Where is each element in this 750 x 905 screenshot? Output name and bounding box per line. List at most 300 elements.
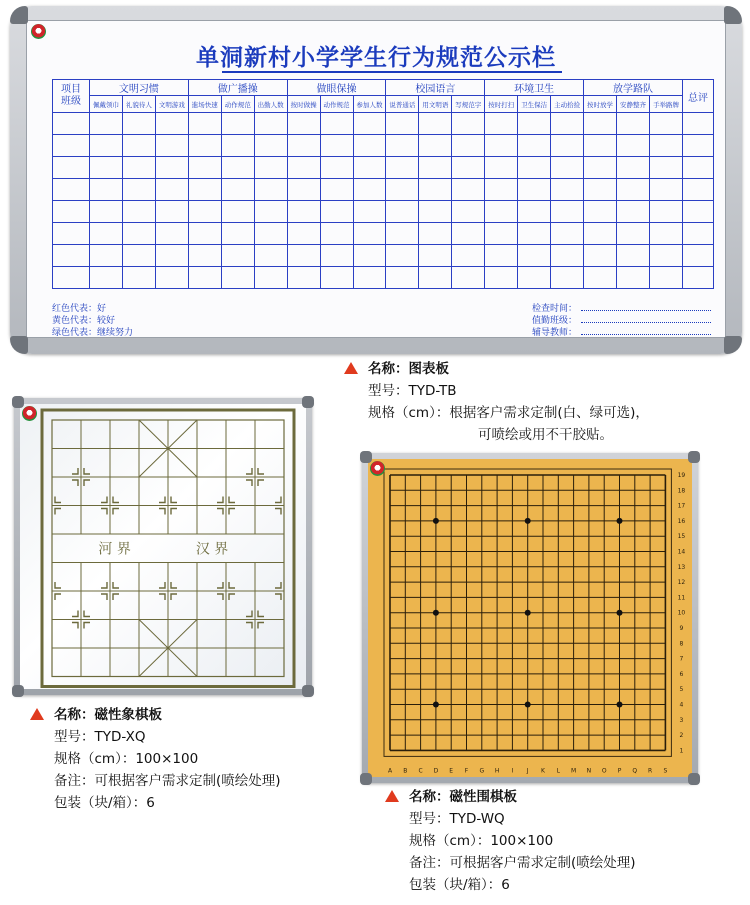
frame-corner [10, 336, 28, 354]
legend-yellow: 黄色代表：较好 [52, 316, 116, 326]
chart-name-row [344, 358, 649, 380]
table-cell[interactable] [90, 157, 123, 179]
table-cell[interactable] [551, 179, 584, 201]
position-marker [72, 611, 78, 617]
behavior-chart-table [52, 79, 714, 289]
row-label: 16 [677, 517, 686, 525]
star-point [617, 702, 623, 708]
table-cell[interactable] [649, 267, 682, 289]
frame-corner [302, 396, 314, 408]
table-cell[interactable] [155, 245, 188, 267]
table-cell[interactable] [221, 267, 254, 289]
go-board [362, 453, 698, 783]
note-text: 备注：可根据客户需求定制(喷绘处理) [54, 773, 281, 789]
table-cell[interactable] [353, 135, 386, 157]
row-label: 1 [679, 747, 684, 755]
table-cell[interactable] [518, 245, 551, 267]
position-marker [217, 509, 223, 515]
table-cell[interactable] [188, 113, 221, 135]
table-cell[interactable] [386, 113, 419, 135]
column-label: O [601, 767, 607, 775]
frame-corner [688, 773, 700, 785]
position-marker [55, 509, 61, 515]
table-cell[interactable] [649, 179, 682, 201]
table-cell[interactable] [287, 135, 320, 157]
table-cell[interactable] [386, 179, 419, 201]
table-cell[interactable] [188, 135, 221, 157]
table-cell[interactable] [320, 135, 353, 157]
table-row [53, 245, 714, 267]
star-point [525, 518, 531, 524]
frame-corner [10, 6, 28, 24]
table-cell[interactable] [53, 201, 90, 223]
item-header: 卫生保洁 [518, 96, 551, 113]
position-marker [171, 497, 177, 503]
chess-board [14, 398, 312, 695]
table-row [53, 267, 714, 289]
table-cell[interactable] [518, 179, 551, 201]
table-cell[interactable] [386, 245, 419, 267]
item-header: 手举路牌 [649, 96, 682, 113]
signoff-teacher-label: 辅导教师： [532, 328, 578, 338]
frame-corner [12, 396, 24, 408]
position-marker [171, 594, 177, 600]
table-cell[interactable] [122, 135, 155, 157]
table-cell[interactable] [452, 113, 485, 135]
table-cell[interactable] [254, 245, 287, 267]
table-cell[interactable] [155, 113, 188, 135]
position-marker [55, 497, 61, 503]
position-marker [55, 594, 61, 600]
table-cell[interactable] [353, 223, 386, 245]
table-cell[interactable] [683, 135, 714, 157]
table-cell[interactable] [518, 223, 551, 245]
table-cell[interactable] [649, 201, 682, 223]
position-marker [217, 497, 223, 503]
frame-corner [360, 773, 372, 785]
table-cell[interactable] [254, 201, 287, 223]
table-cell[interactable] [584, 201, 617, 223]
table-cell[interactable] [485, 201, 518, 223]
table-cell[interactable] [485, 267, 518, 289]
table-cell[interactable] [122, 201, 155, 223]
table-cell[interactable] [584, 135, 617, 157]
position-marker [246, 480, 252, 486]
category-header: 文明习惯 [90, 80, 189, 96]
position-marker [101, 582, 107, 588]
table-cell[interactable] [155, 135, 188, 157]
table-cell[interactable] [155, 179, 188, 201]
position-marker [84, 468, 90, 474]
item-header: 礼貌待人 [122, 96, 155, 113]
legend-red: 红色代表：好 [52, 304, 107, 314]
column-label: P [617, 767, 622, 775]
table-cell[interactable] [419, 157, 452, 179]
row-label: 8 [679, 640, 684, 648]
position-marker [101, 509, 107, 515]
table-cell[interactable] [386, 223, 419, 245]
position-marker [159, 582, 165, 588]
table-cell[interactable] [53, 157, 90, 179]
table-cell[interactable] [353, 113, 386, 135]
table-cell[interactable] [485, 245, 518, 267]
position-marker [101, 497, 107, 503]
table-cell[interactable] [287, 113, 320, 135]
table-cell[interactable] [683, 267, 714, 289]
table-cell[interactable] [353, 267, 386, 289]
table-cell[interactable] [649, 135, 682, 157]
table-cell[interactable] [320, 267, 353, 289]
position-marker [217, 594, 223, 600]
row-label: 5 [679, 686, 684, 694]
table-cell[interactable] [53, 267, 90, 289]
table-cell[interactable] [254, 267, 287, 289]
table-cell[interactable] [287, 223, 320, 245]
table-cell[interactable] [551, 267, 584, 289]
table-cell[interactable] [419, 135, 452, 157]
table-cell[interactable] [617, 113, 650, 135]
position-marker [159, 509, 165, 515]
table-row [53, 113, 714, 135]
table-cell[interactable] [551, 157, 584, 179]
name-label: 名称： [368, 361, 409, 377]
position-marker [72, 468, 78, 474]
chess-board-info [30, 704, 281, 814]
table-cell[interactable] [518, 201, 551, 223]
model-text: 型号：TYD-XQ [54, 729, 146, 745]
position-marker [159, 594, 165, 600]
table-cell[interactable] [617, 135, 650, 157]
table-cell[interactable] [452, 267, 485, 289]
position-marker [258, 623, 264, 629]
table-cell[interactable] [53, 179, 90, 201]
position-marker [217, 582, 223, 588]
table-cell[interactable] [221, 245, 254, 267]
table-cell[interactable] [221, 113, 254, 135]
table-cell[interactable] [122, 179, 155, 201]
table-cell[interactable] [683, 157, 714, 179]
table-cell[interactable] [122, 157, 155, 179]
product-name: 图表板 [408, 361, 449, 377]
table-cell[interactable] [320, 179, 353, 201]
table-cell[interactable] [90, 223, 123, 245]
position-marker [229, 594, 235, 600]
table-cell[interactable] [419, 179, 452, 201]
table-cell[interactable] [122, 267, 155, 289]
row-label: 11 [677, 594, 686, 602]
table-cell[interactable] [617, 179, 650, 201]
table-cell[interactable] [386, 157, 419, 179]
table-cell[interactable] [320, 223, 353, 245]
table-cell[interactable] [122, 113, 155, 135]
column-label: L [556, 767, 560, 775]
position-marker [275, 497, 281, 503]
table-cell[interactable] [287, 201, 320, 223]
table-cell[interactable] [287, 267, 320, 289]
table-cell[interactable] [254, 223, 287, 245]
column-label: I [511, 767, 514, 775]
table-cell[interactable] [419, 245, 452, 267]
table-cell[interactable] [353, 157, 386, 179]
school-logo-icon [22, 406, 37, 421]
arrow-bullet-icon [385, 790, 399, 802]
table-cell[interactable] [53, 113, 90, 135]
table-cell[interactable] [188, 157, 221, 179]
table-cell[interactable] [485, 113, 518, 135]
table-cell[interactable] [53, 223, 90, 245]
item-header: 主动拾捡 [551, 96, 584, 113]
chart-board-title: 单洞新村小学学生行为规范公示栏 [196, 45, 556, 71]
table-cell[interactable] [188, 223, 221, 245]
table-cell[interactable] [254, 157, 287, 179]
table-cell[interactable] [90, 179, 123, 201]
table-cell[interactable] [649, 113, 682, 135]
row-label: 6 [679, 670, 684, 678]
category-header: 校园语言 [386, 80, 485, 96]
table-cell[interactable] [122, 223, 155, 245]
table-cell[interactable] [551, 113, 584, 135]
legend-green: 绿色代表：继续努力 [52, 328, 134, 338]
table-cell[interactable] [287, 245, 320, 267]
table-cell[interactable] [683, 223, 714, 245]
table-cell[interactable] [452, 245, 485, 267]
chess-name-row [30, 704, 281, 726]
item-header: 参加人数 [353, 96, 386, 113]
table-row [53, 157, 714, 179]
category-header: 做眼保操 [287, 80, 386, 96]
table-cell[interactable] [53, 245, 90, 267]
product-name: 磁性围棋板 [449, 789, 517, 805]
row-label: 14 [677, 548, 686, 556]
table-cell[interactable] [452, 135, 485, 157]
table-cell[interactable] [452, 157, 485, 179]
spec-text: 规格（cm）：根据客户需求定制(白、绿可选)， [368, 405, 649, 421]
table-cell[interactable] [221, 201, 254, 223]
table-cell[interactable] [90, 113, 123, 135]
table-cell[interactable] [617, 267, 650, 289]
table-cell[interactable] [254, 179, 287, 201]
table-cell[interactable] [551, 135, 584, 157]
category-header: 做广播操 [188, 80, 287, 96]
table-cell[interactable] [683, 201, 714, 223]
column-label: N [586, 767, 592, 775]
table-cell[interactable] [287, 157, 320, 179]
column-label: F [464, 767, 469, 775]
column-label: J [526, 767, 529, 775]
table-cell[interactable] [188, 267, 221, 289]
table-cell[interactable] [485, 179, 518, 201]
position-marker [246, 611, 252, 617]
table-cell[interactable] [188, 179, 221, 201]
table-cell[interactable] [155, 223, 188, 245]
table-cell[interactable] [155, 267, 188, 289]
table-cell[interactable] [649, 245, 682, 267]
signoff-teacher [532, 325, 711, 338]
river-left-text: 河 界 [98, 541, 131, 558]
row-label: 7 [679, 655, 684, 663]
table-cell[interactable] [386, 201, 419, 223]
table-cell[interactable] [386, 267, 419, 289]
table-cell[interactable] [155, 201, 188, 223]
table-cell[interactable] [419, 113, 452, 135]
table-cell[interactable] [584, 157, 617, 179]
position-marker [275, 509, 281, 515]
column-label: G [479, 767, 485, 775]
row-label: 19 [677, 472, 686, 479]
table-cell[interactable] [188, 245, 221, 267]
item-header: 用文明语 [419, 96, 452, 113]
table-cell[interactable] [584, 113, 617, 135]
table-cell[interactable] [649, 157, 682, 179]
column-label: S [663, 767, 668, 775]
position-marker [113, 509, 119, 515]
table-cell[interactable] [221, 179, 254, 201]
table-cell[interactable] [518, 113, 551, 135]
table-cell[interactable] [122, 245, 155, 267]
table-cell[interactable] [617, 223, 650, 245]
arrow-bullet-icon [30, 708, 44, 720]
table-cell[interactable] [419, 223, 452, 245]
table-cell[interactable] [320, 201, 353, 223]
star-point [525, 610, 531, 616]
table-cell[interactable] [53, 135, 90, 157]
category-header: 放学路队 [584, 80, 683, 96]
table-cell[interactable] [419, 201, 452, 223]
table-cell[interactable] [551, 223, 584, 245]
table-cell[interactable] [221, 135, 254, 157]
position-marker [84, 623, 90, 629]
position-marker [275, 594, 281, 600]
item-header: 文明游戏 [155, 96, 188, 113]
table-cell[interactable] [254, 113, 287, 135]
table-cell[interactable] [551, 201, 584, 223]
table-cell[interactable] [518, 157, 551, 179]
position-marker [113, 582, 119, 588]
title-underline [222, 71, 562, 73]
table-cell[interactable] [485, 135, 518, 157]
row-label: 17 [677, 502, 686, 510]
row-label: 12 [677, 579, 686, 587]
table-cell[interactable] [584, 223, 617, 245]
item-header: 按时放学 [584, 96, 617, 113]
column-label: E [449, 767, 454, 775]
table-cell[interactable] [452, 223, 485, 245]
chess-grid [14, 398, 312, 695]
position-marker [229, 582, 235, 588]
spec-continued: 可喷绘或用不干胶贴。 [478, 427, 613, 443]
table-cell[interactable] [584, 245, 617, 267]
table-cell[interactable] [617, 245, 650, 267]
note-text: 备注：可根据客户需求定制(喷绘处理) [409, 855, 636, 871]
table-cell[interactable] [320, 245, 353, 267]
position-marker [84, 611, 90, 617]
chart-board-info [344, 358, 649, 446]
table-cell[interactable] [221, 157, 254, 179]
table-cell[interactable] [221, 223, 254, 245]
table-cell[interactable] [518, 135, 551, 157]
table-cell[interactable] [90, 201, 123, 223]
table-cell[interactable] [649, 223, 682, 245]
column-label: A [387, 767, 393, 775]
column-label: H [494, 767, 500, 775]
go-name-row [385, 786, 636, 808]
table-cell[interactable] [419, 267, 452, 289]
pack-text: 包装（块/箱）：6 [409, 877, 510, 893]
table-cell[interactable] [683, 179, 714, 201]
table-cell[interactable] [617, 157, 650, 179]
table-cell[interactable] [90, 135, 123, 157]
table-cell[interactable] [485, 223, 518, 245]
name-label: 名称： [54, 707, 95, 723]
frame-corner [724, 6, 742, 24]
table-cell[interactable] [683, 113, 714, 135]
position-marker [113, 497, 119, 503]
position-marker [113, 594, 119, 600]
star-point [433, 518, 439, 524]
spec-text: 规格（cm）：100×100 [54, 751, 199, 767]
item-header: 动作规范 [320, 96, 353, 113]
star-point [525, 702, 531, 708]
table-cell[interactable] [551, 245, 584, 267]
table-cell[interactable] [584, 267, 617, 289]
chart-board-surface [26, 20, 726, 338]
position-marker [72, 480, 78, 486]
table-cell[interactable] [353, 179, 386, 201]
table-cell[interactable] [90, 267, 123, 289]
model-text: 型号：TYD-WQ [409, 811, 505, 827]
name-label: 名称： [409, 789, 450, 805]
frame-corner [360, 451, 372, 463]
school-logo-icon [370, 461, 385, 476]
column-label: B [403, 767, 408, 775]
table-cell[interactable] [353, 245, 386, 267]
table-cell[interactable] [485, 157, 518, 179]
row-label: 3 [679, 716, 684, 724]
row-label: 13 [677, 563, 686, 571]
table-cell[interactable] [386, 135, 419, 157]
frame-corner [12, 685, 24, 697]
position-marker [229, 497, 235, 503]
table-cell[interactable] [155, 157, 188, 179]
item-header: 动作规范 [221, 96, 254, 113]
row-label: 9 [679, 625, 684, 632]
school-logo-icon [31, 24, 46, 39]
table-cell[interactable] [320, 113, 353, 135]
table-cell[interactable] [254, 135, 287, 157]
position-marker [275, 582, 281, 588]
arrow-bullet-icon [344, 362, 358, 374]
table-cell[interactable] [90, 245, 123, 267]
signoff-check-time-label: 检查时间： [532, 304, 578, 314]
item-header: 说普通话 [386, 96, 419, 113]
table-row [53, 201, 714, 223]
row-label: 18 [677, 487, 686, 495]
item-header: 安静整齐 [617, 96, 650, 113]
table-cell[interactable] [617, 201, 650, 223]
table-cell[interactable] [287, 179, 320, 201]
table-cell[interactable] [683, 245, 714, 267]
table-cell[interactable] [452, 201, 485, 223]
spec-text: 规格（cm）：100×100 [409, 833, 554, 849]
table-cell[interactable] [320, 157, 353, 179]
table-row [53, 223, 714, 245]
table-cell[interactable] [353, 201, 386, 223]
product-name: 磁性象棋板 [94, 707, 162, 723]
table-cell[interactable] [188, 201, 221, 223]
table-cell[interactable] [584, 179, 617, 201]
table-cell[interactable] [452, 179, 485, 201]
table-cell[interactable] [518, 267, 551, 289]
